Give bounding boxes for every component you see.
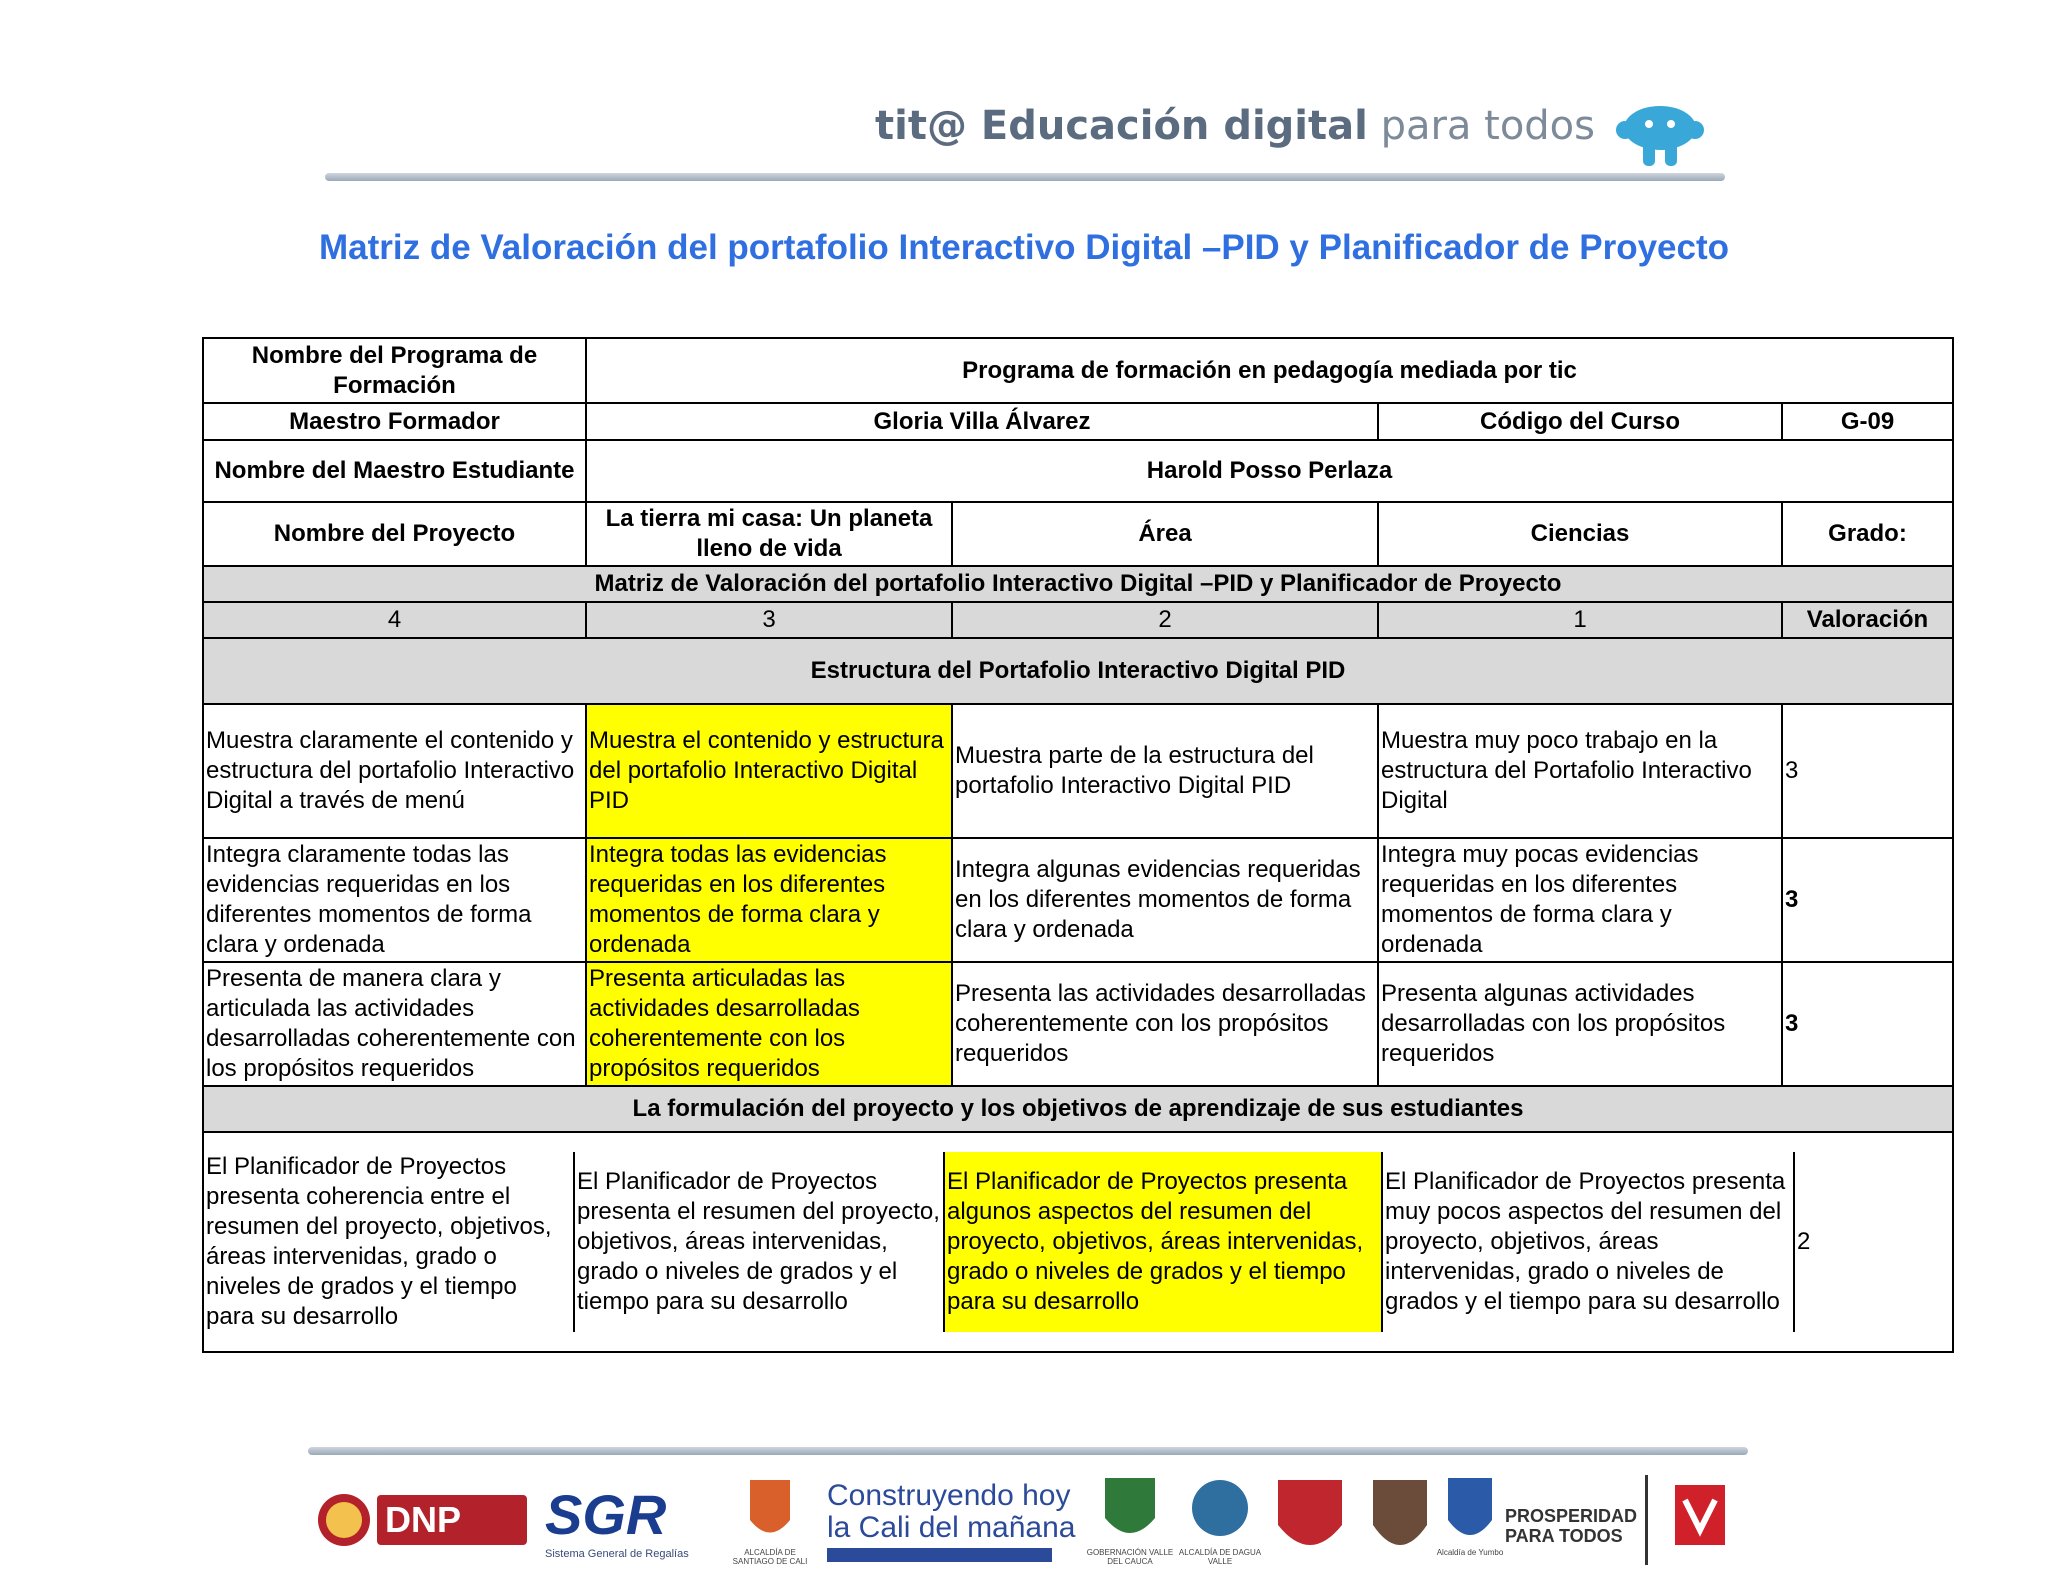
value-proyecto: La tierra mi casa: Un planeta lleno de vida <box>586 502 952 566</box>
footer-logos <box>315 1470 1745 1570</box>
section1-title: Estructura del Portafolio Interactivo Digital PID <box>203 638 1953 704</box>
matrix-title: Matriz de Valoración del portafolio Interactivo Digital –PID y Planificador de Proyecto <box>203 566 1953 602</box>
criteria-level-2: El Planificador de Proyectos presenta algunos aspectos del resumen del proyecto, objetivos, áreas intervenidas, grado o niveles de grados y el tiempo para su desarrollo <box>944 1152 1382 1332</box>
colombia-shield-icon <box>315 1470 373 1570</box>
value-codigo: G-09 <box>1782 403 1953 440</box>
criteria-level-1: Muestra muy poco trabajo en la estructura del Portafolio Interactivo Digital <box>1378 704 1782 838</box>
criteria-row <box>203 962 1953 1086</box>
dnp-logo: DNP <box>377 1495 527 1545</box>
criteria-row-section2 <box>203 1132 1953 1352</box>
score-cell: 3 <box>1782 962 1953 1086</box>
row-section1-title <box>203 638 1953 704</box>
criteria-level-3: Muestra el contenido y estructura del portafolio Interactivo Digital PID <box>586 704 952 838</box>
cali-bar <box>827 1548 1052 1562</box>
sgr-logo: SGR <box>545 1483 667 1546</box>
row-section2-title <box>203 1086 1953 1132</box>
value-area: Ciencias <box>1378 502 1782 566</box>
criteria-level-4: Muestra claramente el contenido y estructura del portafolio Interactivo Digital a través de menú <box>203 704 586 838</box>
label-area: Área <box>952 502 1378 566</box>
criteria-level-3: El Planificador de Proyectos presenta el resumen del proyecto, objetivos, áreas intervenidas, grado o niveles de grados y el tiempo para su desarrollo <box>574 1152 944 1332</box>
cali-logo <box>827 1480 1075 1544</box>
rubric-table <box>202 337 1954 1353</box>
row-matrix-title <box>203 566 1953 602</box>
criteria-level-2: Integra algunas evidencias requeridas en los diferentes momentos de forma clara y ordenada <box>952 838 1378 962</box>
criteria-row <box>203 838 1953 962</box>
footer-separator <box>1645 1475 1648 1565</box>
value-programa: Programa de formación en pedagogía mediada por tic <box>586 338 1953 403</box>
score-cell: 3 <box>1782 704 1953 838</box>
row-maestro <box>203 403 1953 440</box>
criteria-level-2: Presenta las actividades desarrolladas coherentemente con los propósitos requeridos <box>952 962 1378 1086</box>
criteria-level-1: El Planificador de Proyectos presenta muy pocos aspectos del resumen del proyecto, objetivos, áreas intervenidas, grado o niveles de grados y el tiempo para su desarrollo <box>1382 1152 1794 1332</box>
footer-divider <box>308 1447 1748 1455</box>
score-cell: 3 <box>1782 838 1953 962</box>
criteria-level-4: El Planificador de Proyectos presenta coherencia entre el resumen del proyecto, objetivos, áreas intervenidas, grado o niveles de grados y el tiempo para su desarrollo <box>204 1152 574 1332</box>
header-divider <box>325 173 1725 181</box>
document-title: Matriz de Valoración del portafolio Interactivo Digital –PID y Planificador de Proyecto <box>318 228 1730 267</box>
cali-line1: Construyendo hoy <box>827 1479 1071 1512</box>
label-maestro: Maestro Formador <box>203 403 586 440</box>
dagua-label: ALCALDÍA DE DAGUA VALLE <box>1178 1548 1262 1566</box>
row-levels <box>203 602 1953 638</box>
criteria-row <box>203 704 1953 838</box>
criteria-level-2: Muestra parte de la estructura del portafolio Interactivo Digital PID <box>952 704 1378 838</box>
label-codigo: Código del Curso <box>1378 403 1782 440</box>
value-estudiante: Harold Posso Perlaza <box>586 440 1953 502</box>
criteria-level-1: Presenta algunas actividades desarrolladas con los propósitos requeridos <box>1378 962 1782 1086</box>
criteria-level-4: Integra claramente todas las evidencias requeridas en los diferentes momentos de forma clara y ordenada <box>203 838 586 962</box>
brand-logo-text <box>875 103 1595 149</box>
row-proyecto <box>203 502 1953 566</box>
valle-label: GOBERNACIÓN VALLE DEL CAUCA <box>1086 1548 1174 1566</box>
label-programa: Nombre del Programa de Formación <box>203 338 586 403</box>
prosperidad-line2: PARA TODOS <box>1505 1526 1623 1546</box>
criteria-level-3: Presenta articuladas las actividades desarrolladas coherentemente con los propósitos requeridos <box>586 962 952 1086</box>
level-2: 2 <box>952 602 1378 638</box>
level-4: 4 <box>203 602 586 638</box>
valoracion-header: Valoración <box>1782 602 1953 638</box>
brand-bold: tit@ Educación digital <box>875 103 1368 149</box>
yumbo-label: Alcaldía de Yumbo <box>1436 1548 1504 1557</box>
value-maestro: Gloria Villa Álvarez <box>586 403 1378 440</box>
shield-red-icon <box>1270 1470 1350 1570</box>
criteria-level-4: Presenta de manera clara y articulada las actividades desarrolladas coherentemente con los propósitos requeridos <box>203 962 586 1086</box>
row-estudiante <box>203 440 1953 502</box>
univalle-logo-icon <box>1665 1470 1735 1570</box>
mascot-icon <box>1615 100 1705 170</box>
prosperidad-line1: PROSPERIDAD <box>1505 1506 1638 1526</box>
section2-title: La formulación del proyecto y los objetivos de aprendizaje de sus estudiantes <box>203 1086 1953 1132</box>
label-proyecto: Nombre del Proyecto <box>203 502 586 566</box>
criteria-level-3: Integra todas las evidencias requeridas en los diferentes momentos de forma clara y ordenada <box>586 838 952 962</box>
section2-subtable <box>204 1152 1953 1332</box>
cali-line2: la Cali del mañana <box>827 1511 1076 1544</box>
level-1: 1 <box>1378 602 1782 638</box>
prosperidad-logo <box>1505 1506 1637 1546</box>
level-3: 3 <box>586 602 952 638</box>
brand-light: para todos <box>1380 103 1595 149</box>
header-banner <box>325 95 1725 185</box>
santiago-label: ALCALDÍA DE SANTIAGO DE CALI <box>732 1548 808 1566</box>
criteria-level-1: Integra muy pocas evidencias requeridas en los diferentes momentos de forma clara y ordenada <box>1378 838 1782 962</box>
label-estudiante: Nombre del Maestro Estudiante <box>203 440 586 502</box>
label-grado: Grado: <box>1782 502 1953 566</box>
sgr-subtitle: Sistema General de Regalías <box>545 1548 689 1560</box>
score-cell: 2 <box>1797 1228 1811 1255</box>
row-programa <box>203 338 1953 403</box>
